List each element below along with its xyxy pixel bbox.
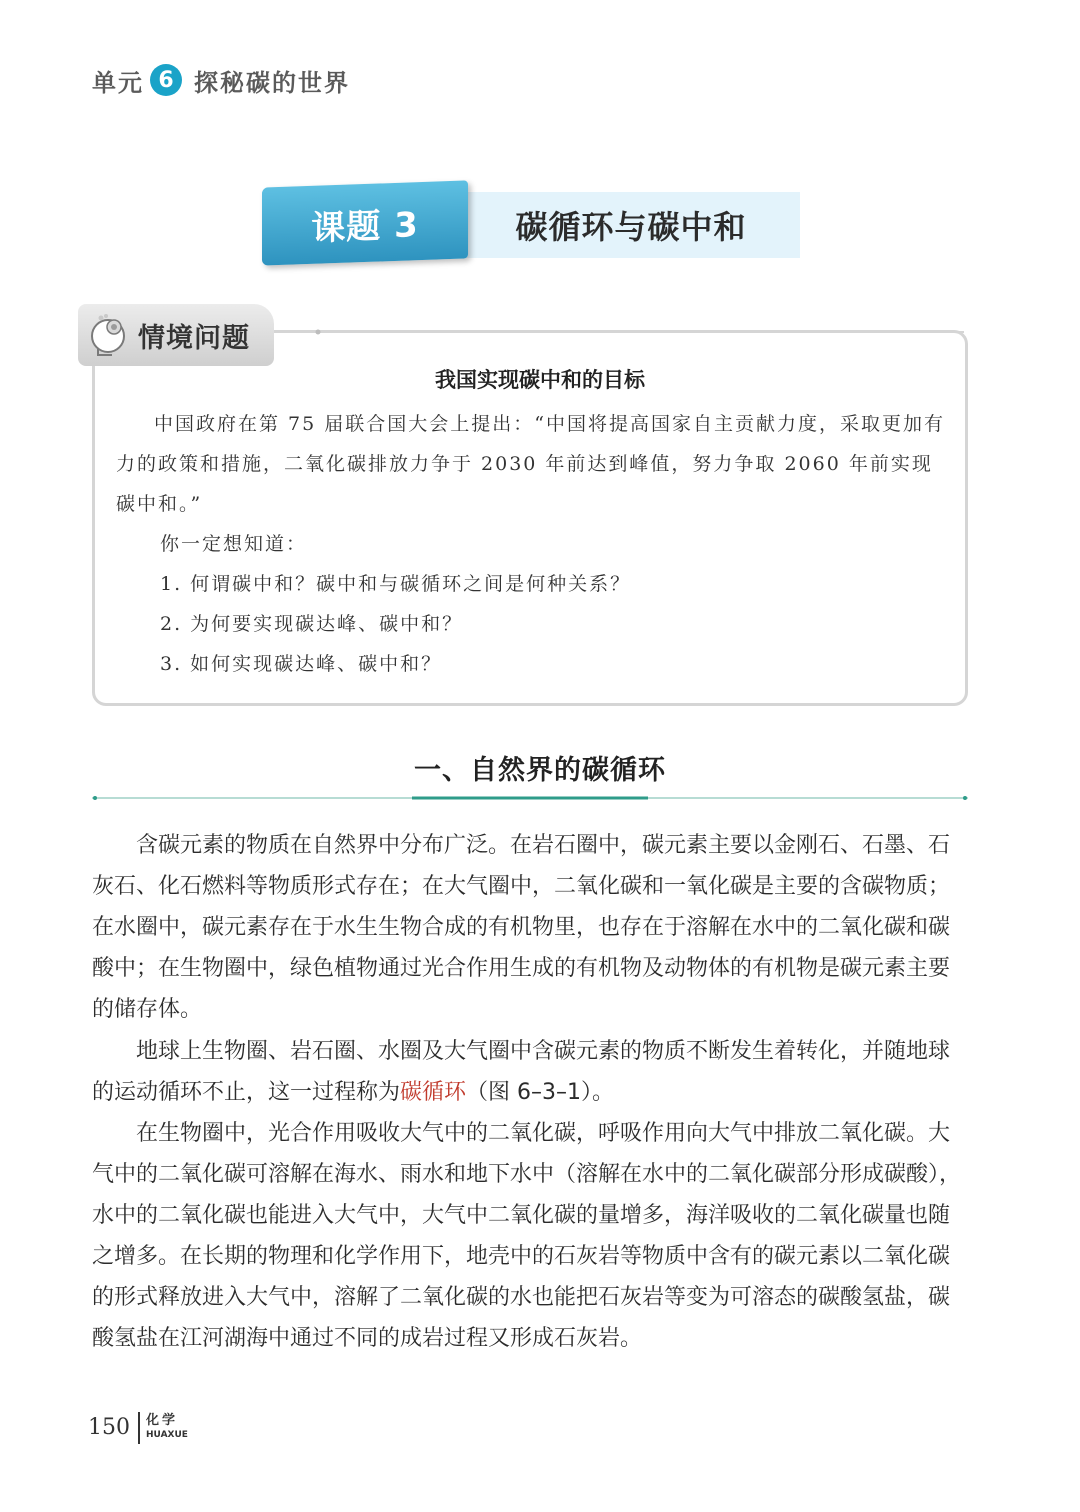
paragraph-text-start: 地球上生物圈、岩石圈、水圈及大气圈中含碳元素的物质不断发生着转化，并随地球的运动循环不止，这一过程称为 (92, 1039, 951, 1105)
unit-number-badge: 6 (150, 64, 182, 96)
tab-connector-line (274, 328, 968, 336)
paragraph-text (92, 1031, 970, 1113)
lesson-number: 课题 3 (262, 180, 468, 265)
page-number: 150 (88, 1412, 140, 1444)
body-paragraph-2 (92, 1031, 970, 1113)
footer-subject-pinyin: HUAXUE (146, 1430, 188, 1440)
scenario-paragraph: 中国政府在第 75 届联合国大会上提出：“中国将提高国家自主贡献力度，采取更加有力的政策和措施，二氧化碳排放力争于 2030 年前达到峰值，努力争取 2060 年前实现碳中和。” (116, 413, 945, 515)
unit-label: 单元 (92, 68, 144, 97)
lesson-banner (262, 184, 800, 262)
scenario-question: 1. 何谓碳中和？碳中和与碳循环之间是何种关系？ (160, 573, 632, 595)
key-term: 碳循环 (400, 1080, 467, 1105)
paragraph-text-end: （图 6–3–1）。 (466, 1080, 615, 1105)
paragraph-text: 在生物圈中，光合作用吸收大气中的二氧化碳，呼吸作用向大气中排放二氧化碳。大气中的二氧化碳可溶解在海水、雨水和地下水中（溶解在水中的二氧化碳部分形成碳酸），水中的二氧化碳也能进入大气中，大气中二氧化碳的量增多，海洋吸收的二氧化碳量也随之增多。在长期的物理和化学作用下，地壳中的石灰岩等物质中含有的碳元素以二氧化碳的形式释放进入大气中，溶解了二氧化碳的水也能把石灰岩等变为可溶态的碳酸氢盐，碳酸氢盐在江河湖海中通过不同的成岩过程又形成石灰岩。 (92, 1121, 962, 1351)
unit-header (92, 62, 350, 98)
section-heading: 一、自然界的碳循环 (414, 755, 666, 786)
scenario-title: 我国实现碳中和的目标 (435, 367, 645, 392)
scenario-tab-label: 情境问题 (138, 322, 250, 354)
scenario-question: 2. 为何要实现碳达峰、碳中和？ (160, 613, 464, 635)
scenario-question: 3. 如何实现碳达峰、碳中和？ (160, 653, 443, 675)
lesson-title: 碳循环与碳中和 (462, 192, 800, 258)
scenario-tab (78, 304, 274, 366)
scenario-prompt: 你一定想知道： (160, 533, 308, 555)
footer-subject: 化学 (146, 1413, 179, 1428)
body-paragraph-3 (92, 1113, 970, 1359)
section-divider (92, 796, 968, 800)
paragraph-text: 含碳元素的物质在自然界中分布广泛。在岩石圈中，碳元素主要以金刚石、石墨、石灰石、化石燃料等物质形式存在；在大气圈中，二氧化碳和一氧化碳是主要的含碳物质；在水圈中，碳元素存在于水生生物合成的有机物里，也存在于溶解在水中的二氧化碳和碳酸中；在生物圈中，绿色植物通过光合作用生成的有机物及动物体的有机物是碳元素主要的储存体。 (92, 833, 951, 1022)
thinking-head-icon (88, 313, 132, 357)
body-paragraph-1 (92, 825, 970, 1030)
unit-title: 探秘碳的世界 (194, 68, 350, 97)
footer-subject-block (146, 1414, 188, 1442)
page-footer (88, 1406, 188, 1450)
